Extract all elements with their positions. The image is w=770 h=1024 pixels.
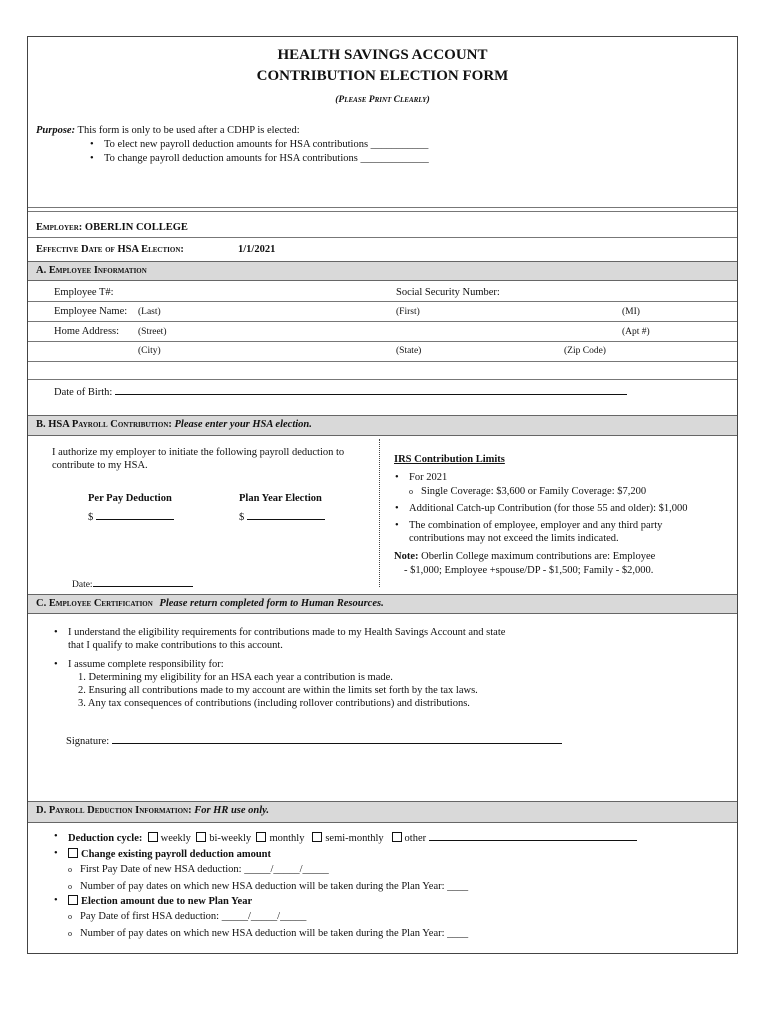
- irs-combination-line2: contributions may not exceed the limits indicated.: [409, 533, 619, 544]
- plan-year-label: Plan Year Election: [239, 493, 322, 504]
- cert-eligibility-line2: that I qualify to make contributions to this account.: [68, 640, 283, 651]
- effective-date-row: [36, 244, 184, 255]
- election-amount-label: Election amount due to new Plan Year: [81, 896, 253, 907]
- cert-item-2: 2. Ensuring all contributions made to my account are within the limits set forth by the tax laws.: [78, 685, 478, 696]
- form-title-line2: CONTRIBUTION ELECTION FORM: [256, 68, 509, 84]
- election-amount-checkbox[interactable]: [68, 895, 78, 905]
- biweekly-label: bi-weekly: [209, 833, 252, 844]
- num-pay-dates-election: o Number of pay dates on which new HSA deduction will be taken during the Plan Year: ____: [80, 928, 468, 939]
- employee-t-label: Employee T#:: [54, 287, 114, 298]
- address-state-label: (State): [396, 346, 422, 356]
- plan-year-amount-field[interactable]: [247, 510, 325, 520]
- hsa-election-form: [27, 36, 738, 954]
- section-c-title: [36, 598, 384, 609]
- weekly-label: weekly: [160, 833, 191, 844]
- section-c-title-prefix: C. Employee Certification: [36, 598, 153, 609]
- section-b-title-instruction: Please enter your HSA election.: [174, 419, 312, 430]
- dollar-sign: $: [88, 512, 94, 523]
- first-hsa-pay-date: o Pay Date of first HSA deduction: _____/_____/_____: [80, 911, 306, 922]
- section-d-title: [36, 805, 269, 816]
- purpose-item-change: • To change payroll deduction amounts for HSA contributions _____________: [104, 153, 429, 164]
- employer-row: [36, 222, 188, 233]
- address-apt-label: (Apt #): [622, 327, 650, 337]
- section-a-header: [28, 261, 737, 281]
- section-d-title-instruction: For HR use only.: [194, 805, 270, 816]
- employer-label: Employer:: [36, 222, 83, 233]
- section-b-title-prefix: B. HSA Payroll Contribution:: [36, 419, 172, 430]
- irs-catchup: • Additional Catch-up Contribution (for those 55 and older): $1,000: [409, 503, 688, 514]
- divider: [28, 361, 737, 362]
- change-deduction-label: Change existing payroll deduction amount: [81, 849, 271, 860]
- name-mi-label: (MI): [622, 307, 640, 317]
- address-city-label: (City): [138, 346, 161, 356]
- plan-year-amount-row: [239, 510, 325, 523]
- dollar-sign: $: [239, 512, 245, 523]
- cert-eligibility-line1: • I understand the eligibility requirements for contributions made to my Health Savings Account and state: [68, 627, 505, 638]
- deduction-cycle-label: Deduction cycle:: [68, 833, 143, 844]
- change-deduction-row: [68, 848, 271, 860]
- election-amount-row: [68, 895, 252, 907]
- address-zip-label: (Zip Code): [564, 346, 606, 356]
- note-line2: - $1,000; Employee +spouse/DP - $1,500; Family - $2,000.: [404, 565, 654, 576]
- date-label: Date:: [72, 580, 93, 590]
- divider: [28, 341, 737, 342]
- other-checkbox[interactable]: [392, 832, 402, 842]
- cert-item-1: 1. Determining my eligibility for an HSA each year a contribution is made.: [78, 672, 393, 683]
- section-b-header: [28, 415, 737, 436]
- dob-row: [54, 385, 627, 398]
- change-deduction-checkbox[interactable]: [68, 848, 78, 858]
- employer-value: OBERLIN COLLEGE: [84, 222, 188, 233]
- first-pay-date: o First Pay Date of new HSA deduction: _____/_____/_____: [80, 864, 329, 875]
- per-pay-amount-row: [88, 510, 174, 523]
- divider: [28, 207, 737, 208]
- dotted-separator: [379, 439, 380, 587]
- section-c-header: [28, 594, 737, 614]
- num-pay-dates-change: o Number of pay dates on which new HSA deduction will be taken during the Plan Year: ____: [80, 881, 468, 892]
- section-d-header: [28, 801, 737, 823]
- divider: [28, 321, 737, 322]
- section-b-title: [36, 419, 312, 430]
- purpose-statement: [36, 125, 300, 136]
- dob-label: Date of Birth:: [54, 387, 113, 398]
- authorize-line2: contribute to my HSA.: [52, 460, 148, 471]
- purpose-item-elect: • To elect new payroll deduction amounts for HSA contributions ___________: [104, 139, 428, 150]
- other-label: other: [404, 833, 427, 844]
- name-first-label: (First): [396, 307, 420, 317]
- purpose-label: Purpose:: [36, 125, 76, 136]
- authorize-line1: I authorize my employer to initiate the following payroll deduction to: [52, 447, 345, 458]
- cert-responsibility: • I assume complete responsibility for:: [68, 659, 224, 670]
- semimonthly-checkbox[interactable]: [312, 832, 322, 842]
- purpose-text: This form is only to be used after a CDHP is elected:: [77, 125, 300, 136]
- biweekly-checkbox[interactable]: [196, 832, 206, 842]
- section-d-title-prefix: D. Payroll Deduction Information:: [36, 805, 192, 816]
- divider: [28, 301, 737, 302]
- per-pay-label: Per Pay Deduction: [88, 493, 172, 504]
- section-a-title: A. Employee Information: [36, 265, 147, 276]
- home-address-label: Home Address:: [54, 326, 120, 337]
- divider: [28, 379, 737, 380]
- note-label: Note:: [394, 551, 419, 562]
- signature-field[interactable]: [112, 734, 562, 744]
- date-row: [72, 577, 193, 590]
- form-subtitle: (Please Print Clearly): [335, 95, 430, 105]
- weekly-checkbox[interactable]: [148, 832, 158, 842]
- monthly-label: monthly: [269, 833, 305, 844]
- effective-date-value: 1/1/2021: [238, 244, 276, 255]
- irs-coverage-limits: o Single Coverage: $3,600 or Family Coverage: $7,200: [421, 486, 646, 497]
- monthly-checkbox[interactable]: [256, 832, 266, 842]
- section-c-title-instruction: Please return completed form to Human Resources.: [159, 598, 384, 609]
- form-title-line1: HEALTH SAVINGS ACCOUNT: [277, 47, 488, 63]
- signature-row: [66, 734, 562, 747]
- date-field[interactable]: [93, 577, 193, 587]
- per-pay-amount-field[interactable]: [96, 510, 174, 520]
- irs-year: • For 2021: [409, 472, 447, 483]
- note-text: Oberlin College maximum contributions are: Employee: [421, 551, 656, 562]
- ssn-label: Social Security Number:: [396, 287, 500, 298]
- other-field[interactable]: [429, 831, 637, 841]
- address-street-label: (Street): [138, 327, 167, 337]
- dob-field[interactable]: [115, 385, 627, 395]
- irs-limits-title: IRS Contribution Limits: [394, 454, 505, 465]
- divider: [28, 211, 737, 212]
- signature-label: Signature:: [66, 736, 110, 747]
- cert-item-3: 3. Any tax consequences of contributions (including rollover contributions) and distributions.: [78, 698, 470, 709]
- divider: [28, 237, 737, 238]
- irs-combination-line1: • The combination of employee, employer and any third party: [409, 520, 662, 531]
- effective-date-label: Effective Date of HSA Election:: [36, 244, 184, 255]
- semimonthly-label: semi-monthly: [325, 833, 384, 844]
- deduction-cycle-row: [68, 831, 637, 844]
- employee-name-label: Employee Name:: [54, 306, 128, 317]
- note-line1: [394, 551, 655, 562]
- name-last-label: (Last): [138, 307, 161, 317]
